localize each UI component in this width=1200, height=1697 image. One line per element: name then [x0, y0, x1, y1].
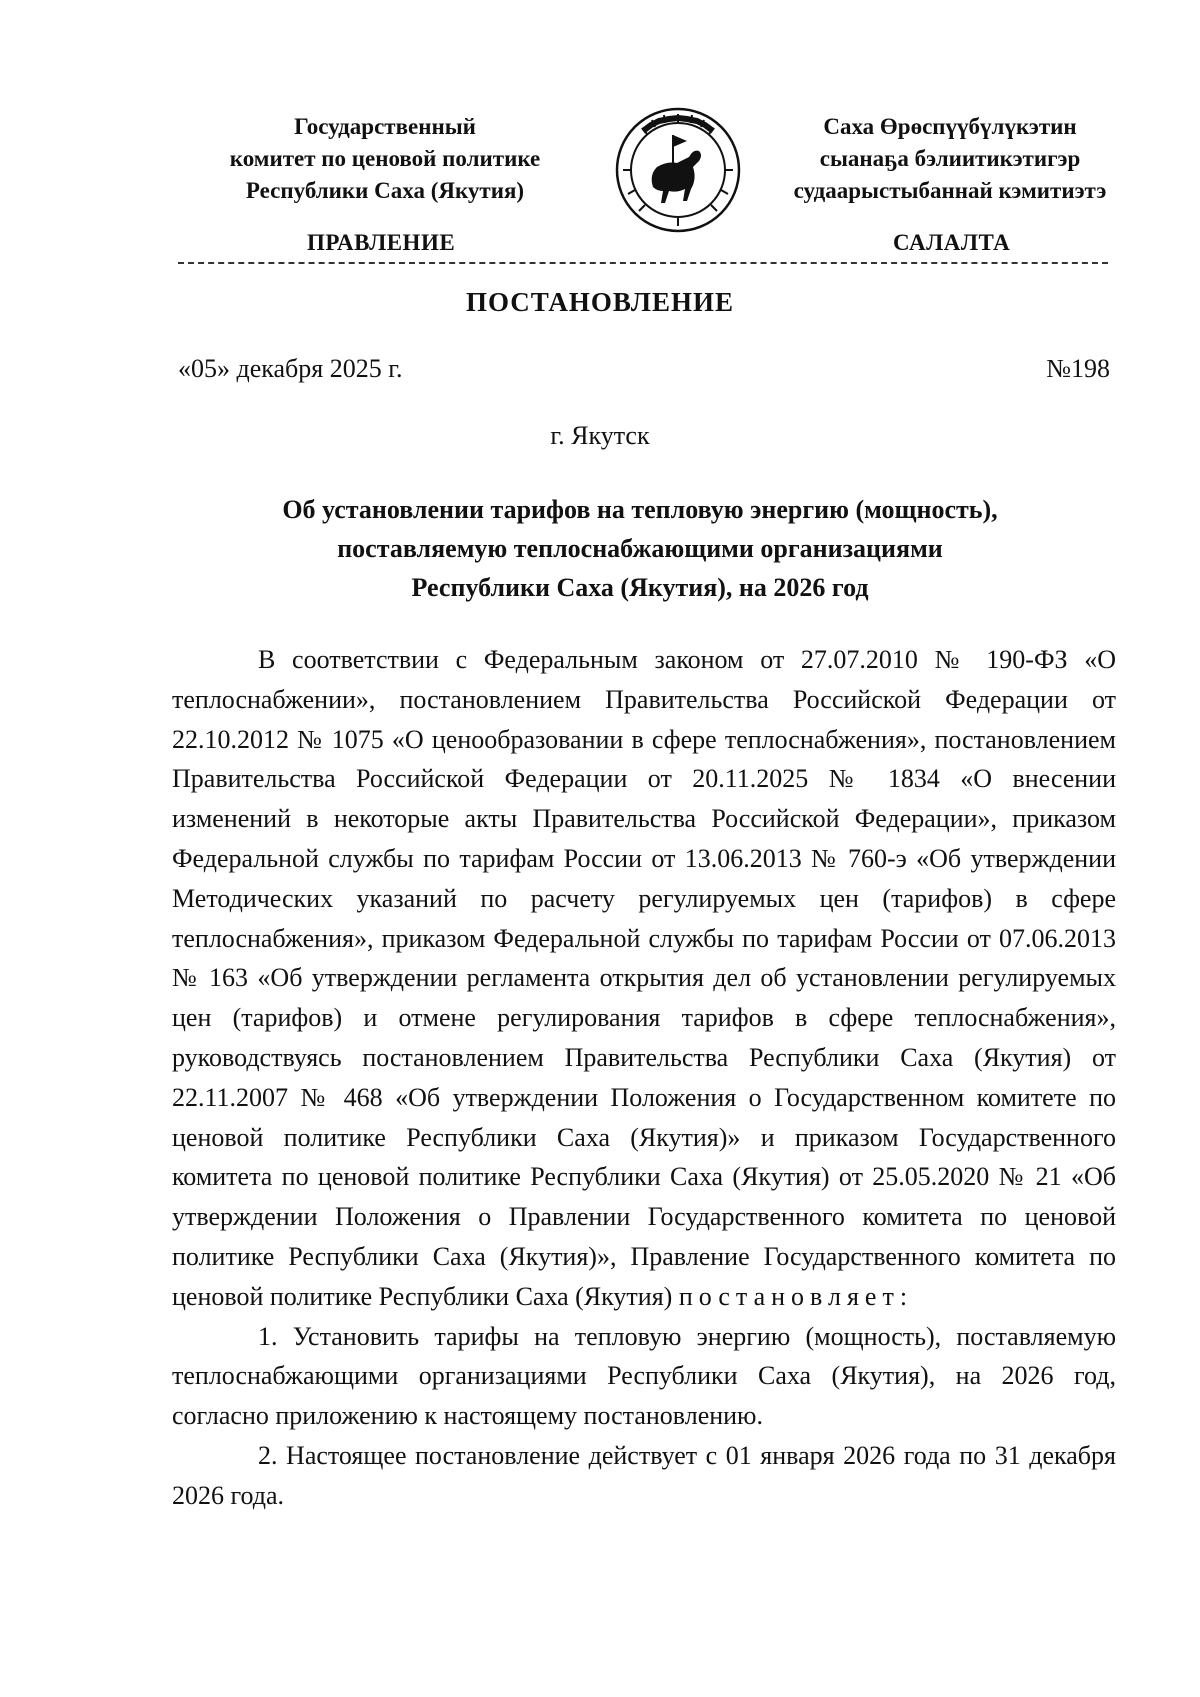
resolves-word: постановляет: [678, 1281, 914, 1311]
document-subject [170, 490, 1110, 607]
document-body [172, 640, 1116, 1516]
header-right-line: судаарыстыбаннай кэмитиэтэ [793, 178, 1107, 203]
header-right-line: сыанаҕа бэлиитикэтигэр [819, 146, 1081, 171]
item-2: 2. Настоящее постановление действует с 01 января 2026 года по 31 декабря 2026 года. [172, 1440, 1116, 1510]
header-left-line: Государственный [294, 114, 476, 139]
subject-line: Республики Саха (Якутия), на 2026 год [411, 573, 869, 602]
board-label-sakha: САЛАЛТА [893, 230, 1011, 255]
header-right-line: Саха Өрөспүүбүлүкэтин [823, 114, 1077, 139]
header-left-line: Республики Саха (Якутия) [245, 178, 525, 203]
header-divider [178, 262, 1108, 264]
preamble-paragraph [172, 640, 1116, 1317]
preamble-text: В соответствии с Федеральным законом от 27.07.2010 № 190-ФЗ «О теплоснабжении», постановлением Правительства Российской Федерации от 22.10.2012 № 1075 «О ценообразовании в сфере теплоснабжения», постановлением Правительства Российской Федерации от 20.11.2025 № 1834 «О внесении изменений в некоторые акты Правительства Российской Федерации», приказом Федеральной службы по тарифам России от 13.06.2013 № 760-э «Об утверждении Методических указаний по расчету регулируемых цен (тарифов) в сфере теплоснабжения», приказом Федеральной службы по тарифам России от 07.06.2013 № 163 «Об утверждении регламента открытия дел об установлении регулируемых цен (тарифов) и отмене регулирования тарифов в сфере теплоснабжения», руководствуясь постановлением Правительства Республики Саха (Якутия) от 22.11.2007 № 468 «Об утверждении Положения о Государственном комитете по ценовой политике Республики Саха (Якутия)» и приказом Государственного комитета по ценовой политике Республики Саха (Якутия) от 25.05.2020 № 21 «Об утверждении Положения о Правлении Государственного комитета по ценовой политике Республики Саха (Якутия)», Правление Государственного комитета по ценовой политике Республики Саха (Якутия) [172, 645, 1116, 1311]
board-label-ru: ПРАВЛЕНИЕ [307, 230, 456, 255]
subject-line: Об установлении тарифов на тепловую энергию (мощность), [282, 495, 998, 524]
header-left-line: комитет по ценовой политике [229, 146, 541, 171]
document-city: г. Якутск [550, 421, 650, 450]
document-title: ПОСТАНОВЛЕНИЕ [465, 287, 735, 317]
yakutia-coat-of-arms-icon [613, 105, 743, 235]
document-date: «05» декабря 2025 г. [178, 354, 403, 383]
subject-line: поставляемую теплоснабжающими организациями [337, 534, 943, 563]
header-organization-sakha [760, 111, 1140, 207]
document-number: №198 [1046, 354, 1110, 383]
item-1: 1. Установить тарифы на тепловую энергию (мощность), поставляемую теплоснабжающими организациями Республики Саха (Якутия), на 2026 год, согласно приложению к настоящему постановлению. [172, 1321, 1116, 1431]
header-organization-ru [190, 111, 580, 207]
